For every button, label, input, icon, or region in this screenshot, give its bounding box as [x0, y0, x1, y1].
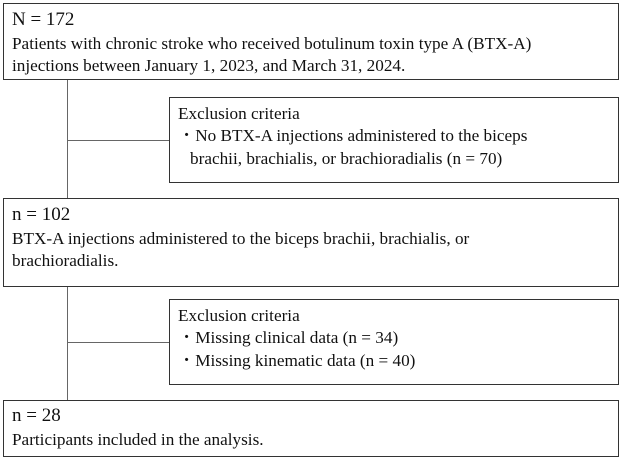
connector-b1-b2 — [67, 80, 68, 198]
connector-b2-b3 — [67, 287, 68, 400]
cohort-box-initial — [3, 3, 619, 80]
exclusion-box-2 — [169, 299, 619, 385]
cohort-criteria-line-1: BTX-A injections administered to the biceps brachii, brachialis, or — [12, 228, 470, 248]
exclusion-item-kinematic: ・Missing kinematic data (n = 40) — [178, 350, 416, 370]
cohort-count-initial: N = 172 — [12, 9, 75, 30]
cohort-count-intermediate: n = 102 — [12, 204, 71, 225]
cohort-box-final — [3, 400, 619, 457]
connector-to-exclusion-2 — [67, 342, 169, 343]
cohort-final-description: Participants included in the analysis. — [12, 429, 264, 449]
cohort-box-intermediate — [3, 198, 619, 287]
exclusion-title-2: Exclusion criteria — [178, 306, 300, 325]
cohort-count-final: n = 28 — [12, 405, 61, 426]
connector-to-exclusion-1 — [67, 140, 169, 141]
exclusion-item-1-line-2: brachii, brachialis, or brachioradialis (n = 70) — [190, 148, 503, 168]
exclusion-item-1-line-1: ・No BTX-A injections administered to the biceps — [178, 126, 528, 146]
cohort-description-line-1: Patients with chronic stroke who received botulinum toxin type A (BTX-A) — [12, 33, 532, 53]
exclusion-item-clinical: ・Missing clinical data (n = 34) — [178, 328, 399, 348]
exclusion-box-1 — [169, 97, 619, 183]
cohort-description-line-2: injections between January 1, 2023, and March 31, 2024. — [12, 56, 406, 76]
cohort-criteria-line-2: brachioradialis. — [12, 251, 119, 271]
exclusion-title-1: Exclusion criteria — [178, 104, 300, 123]
